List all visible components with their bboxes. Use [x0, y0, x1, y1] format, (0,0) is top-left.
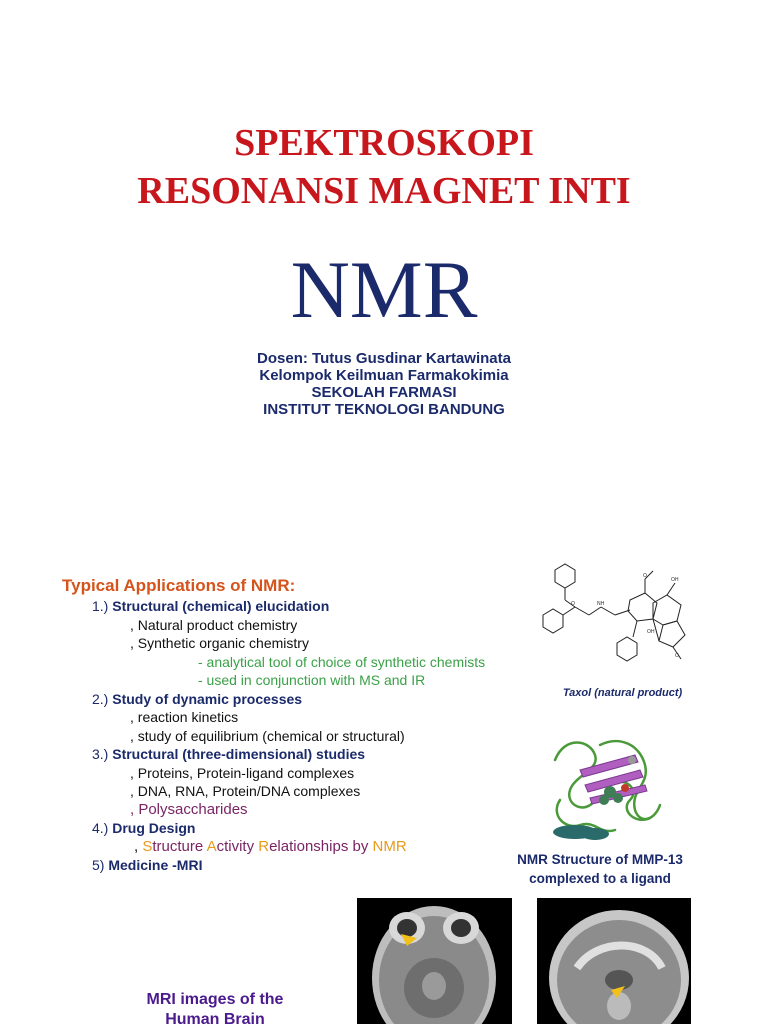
- title-nmr: NMR: [290, 244, 478, 335]
- svg-text:O: O: [643, 573, 647, 579]
- list-item: 4.) Drug Design: [92, 820, 196, 836]
- author-line-3: SEKOLAH FARMASI: [311, 384, 457, 401]
- protein-structure-image: [540, 730, 675, 845]
- author-block: [0, 350, 768, 418]
- list-subitem-sar: , Structure Activity Relationships by NMR: [134, 837, 407, 855]
- list-item: 3.) Structural (three-dimensional) studies: [92, 746, 366, 762]
- mri-axial-image: [357, 898, 512, 1024]
- author-line-2: Kelompok Keilmuan Farmakokimia: [259, 367, 509, 384]
- svg-text:OH: OH: [671, 577, 679, 583]
- list-item: 5) Medicine -MRI: [92, 857, 203, 873]
- title-line-2: RESONANSI MAGNET INTI: [137, 170, 631, 212]
- title-line-1: SPEKTROSKOPI: [234, 122, 534, 164]
- svg-text:OH: OH: [647, 629, 655, 635]
- list-subitem: - analytical tool of choice of synthetic chemists: [198, 653, 486, 670]
- mri-sagittal-image: [537, 898, 691, 1024]
- svg-text:O: O: [675, 653, 679, 659]
- list-item: 2.) Study of dynamic processes: [92, 690, 303, 707]
- author-line-4: INSTITUT TEKNOLOGI BANDUNG: [263, 401, 505, 418]
- list-subitem: , Proteins, Protein-ligand complexes: [130, 764, 355, 781]
- svg-text:O: O: [571, 601, 575, 607]
- author-line-1: Dosen: Tutus Gusdinar Kartawinata: [257, 350, 511, 367]
- taxol-structure-image: [535, 555, 710, 685]
- mri-caption: MRI images of the Human Brain: [146, 991, 284, 1028]
- list-subitem: , Synthetic organic chemistry: [130, 635, 309, 651]
- list-subitem: , study of equilibrium (chemical or structural): [130, 727, 405, 744]
- protein-caption: NMR Structure of MMP-13 complexed to a ligand: [517, 852, 683, 886]
- list-subitem: , DNA, RNA, Protein/DNA complexes: [130, 783, 361, 799]
- list-subitem: , Natural product chemistry: [130, 616, 298, 633]
- svg-text:NH: NH: [597, 601, 605, 607]
- applications-list: [62, 575, 522, 875]
- list-subitem: - used in conjunction with MS and IR: [198, 672, 426, 688]
- list-subitem: , Polysaccharides: [130, 800, 248, 818]
- list-subitem: , reaction kinetics: [130, 709, 239, 725]
- list-item: 1.) Structural (chemical) elucidation: [92, 598, 330, 614]
- taxol-caption: Taxol (natural product): [562, 687, 683, 699]
- applications-heading: Typical Applications of NMR:: [62, 576, 296, 595]
